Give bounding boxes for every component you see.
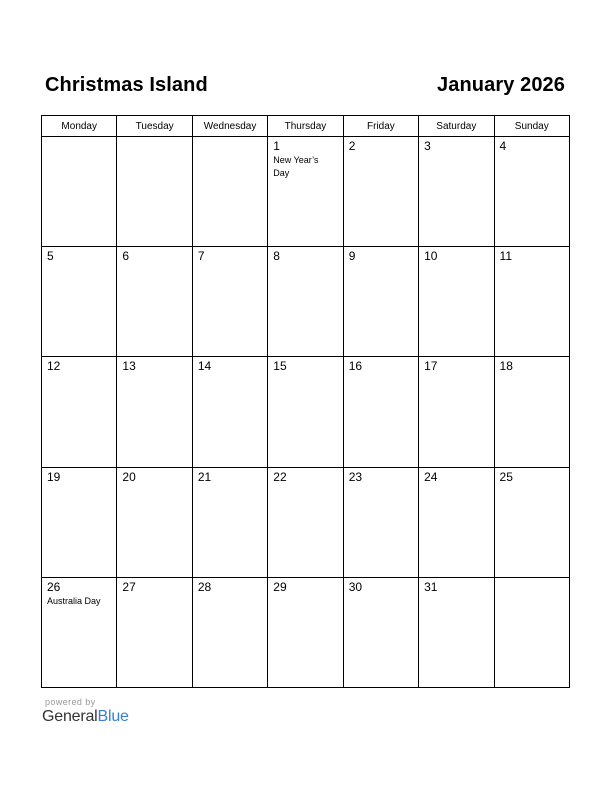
day-cell (268, 577, 343, 687)
week-row (42, 357, 570, 467)
day-cell (192, 137, 267, 247)
day-cell (419, 577, 494, 687)
day-number: 2 (348, 139, 356, 153)
day-cell (494, 577, 569, 687)
day-cell (494, 357, 569, 467)
day-number: 5 (47, 249, 54, 264)
brand-blue: Blue (97, 708, 129, 725)
day-number: 3 (424, 139, 431, 153)
day-cell (192, 467, 267, 577)
holiday-label: New Year’s Day (273, 155, 319, 178)
day-cell (343, 137, 418, 247)
holiday-label: Australia Day (47, 595, 101, 606)
day-number: 13 (122, 359, 136, 374)
day-number: 28 (197, 579, 212, 594)
day-cell (343, 247, 418, 357)
day-number: 14 (197, 359, 212, 374)
day-number: 31 (424, 579, 438, 594)
day-number: 19 (47, 469, 61, 484)
day-number: 10 (424, 249, 438, 264)
week-row (42, 467, 570, 577)
day-number: 23 (348, 469, 363, 484)
day-number: 25 (499, 469, 513, 484)
day-cell (343, 357, 418, 467)
day-cell (419, 137, 494, 247)
day-number: 29 (273, 579, 287, 594)
day-cell (117, 247, 192, 357)
calendar-grid (41, 115, 570, 688)
footer-branding (42, 697, 129, 726)
weekday-header: Friday (343, 116, 418, 137)
week-row (42, 137, 570, 247)
day-cell (268, 247, 343, 357)
day-number: 8 (273, 249, 280, 264)
day-cell (42, 247, 117, 357)
day-cell (42, 357, 117, 467)
day-number: 22 (273, 469, 287, 484)
day-number: 24 (424, 469, 438, 484)
month-year-title: January 2026 (437, 73, 565, 96)
day-cell (419, 357, 494, 467)
day-number: 26 (47, 579, 61, 594)
day-cell (42, 137, 117, 247)
day-cell (494, 137, 569, 247)
calendar-header (45, 70, 565, 100)
country-title: Christmas Island (45, 73, 208, 96)
day-number: 20 (122, 469, 136, 484)
weekday-header: Tuesday (117, 116, 192, 137)
day-number: 16 (348, 359, 363, 374)
day-cell (268, 357, 343, 467)
weekday-header: Wednesday (192, 116, 267, 137)
day-number: 17 (424, 359, 438, 374)
week-row (42, 247, 570, 357)
day-number: 21 (197, 469, 212, 484)
day-number: 30 (348, 579, 363, 594)
day-cell (117, 577, 192, 687)
weekday-header-row (42, 116, 570, 137)
day-cell (268, 137, 343, 247)
day-cell (419, 467, 494, 577)
day-cell (343, 467, 418, 577)
weekday-header: Saturday (419, 116, 494, 137)
calendar-weeks (42, 137, 570, 688)
week-row (42, 577, 570, 687)
day-number: 7 (197, 249, 205, 264)
day-number: 9 (348, 249, 356, 264)
day-cell (419, 247, 494, 357)
day-cell (42, 577, 117, 687)
day-cell (494, 247, 569, 357)
day-number: 27 (122, 579, 136, 594)
day-cell (117, 357, 192, 467)
weekday-header: Thursday (268, 116, 343, 137)
day-cell (192, 247, 267, 357)
day-number: 1 (273, 139, 280, 153)
day-number: 12 (47, 359, 61, 374)
brand-logo (42, 708, 129, 726)
day-number: 18 (499, 359, 513, 374)
brand-general: General (42, 708, 98, 725)
day-number: 11 (499, 249, 512, 264)
day-cell (42, 467, 117, 577)
powered-by-label: powered by (45, 697, 96, 707)
day-cell (268, 467, 343, 577)
day-number: 6 (122, 249, 130, 264)
day-number: 15 (273, 359, 287, 374)
weekday-header: Sunday (494, 116, 569, 137)
weekday-header: Monday (42, 116, 117, 137)
day-cell (117, 137, 192, 247)
day-cell (494, 467, 569, 577)
day-cell (192, 357, 267, 467)
day-cell (343, 577, 418, 687)
day-cell (117, 467, 192, 577)
day-number: 4 (499, 139, 507, 153)
day-cell (192, 577, 267, 687)
